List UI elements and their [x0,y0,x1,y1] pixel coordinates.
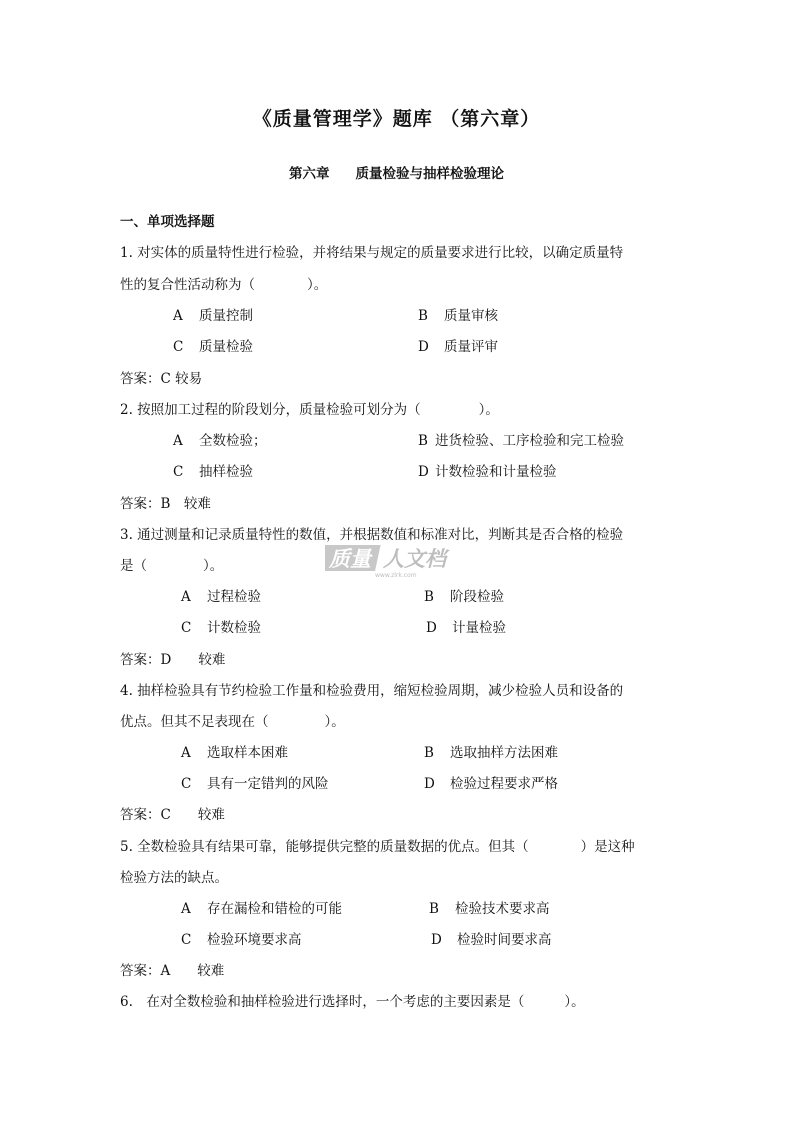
question-6-text: 6. 在对全数检验和抽样检验进行选择时，一个考虑的主要因素是（ [120,994,525,1010]
watermark-url: www.zlrk.com [375,572,417,579]
question-1-line-2 [120,276,327,294]
question-3-answer: 答案：D 较难 [120,652,226,668]
question-5-option-c: C 检验环境要求高 [181,932,302,948]
question-6-close: ）。 [564,994,585,1010]
question-5-line-2: 检验方法的缺点。 [120,870,228,886]
question-3-line-1: 3. 通过测量和记录质量特性的数值，并根据数值和标准对比，判断其是否合格的检验 [120,527,624,543]
question-1-option-d: D 质量评审 [418,339,498,355]
question-5-option-b: B 检验技术要求高 [429,901,550,917]
question-5-tail: ）是这种 [580,839,635,855]
question-1-line-1: 1. 对实体的质量特性进行检验，并将结果与规定的质量要求进行比较，以确定质量特 [120,245,624,261]
question-1-option-a: A 质量控制 [173,308,253,324]
question-2-option-b: B 进货检验、工序检验和完工检验 [418,433,624,449]
chapter-heading [0,162,793,182]
question-5-line-1 [120,838,635,856]
question-2-option-c: C 抽样检验 [173,464,253,480]
question-2-option-d: D 计数检验和计量检验 [418,464,557,480]
question-1-option-b: B 质量审核 [418,308,498,324]
question-3-text: 是（ [120,558,147,574]
question-3-option-b: B 阶段检验 [424,589,504,605]
watermark-text-part1: 质量 [329,547,371,571]
question-3-option-a: A 过程检验 [181,589,261,605]
question-2-close: ）。 [478,402,499,418]
question-4-answer: 答案：C 较难 [120,807,225,823]
section-heading: 一、单项选择题 [120,214,215,230]
chapter-label: 第六章 [289,166,330,182]
question-1-option-c: C 质量检验 [173,339,253,355]
question-4-close: ）。 [324,714,345,730]
question-4-line-1: 4. 抽样检验具有节约检验工作量和检验费用，缩短检验周期，减少检验人员和设备的 [120,683,624,699]
question-3-close: ）。 [203,558,224,574]
question-4-option-a: A 选取样本困难 [181,745,288,761]
question-4-line-2 [120,713,345,731]
chapter-name: 质量检验与抽样检验理论 [355,166,504,182]
watermark-logo [325,543,465,579]
question-3-option-c: C 计数检验 [181,620,261,636]
question-5-option-a: A 存在漏检和错检的可能 [181,901,342,917]
question-4-option-d: D 检验过程要求严格 [424,776,558,792]
question-6-line-1 [120,993,585,1011]
question-3-line-2 [120,557,223,575]
question-1-answer: 答案：C 较易 [120,371,203,387]
question-2-text: 2. 按照加工过程的阶段划分，质量检验可划分为（ [120,402,421,418]
watermark-text-part2: 人文档 [383,547,446,571]
question-5-text: 5. 全数检验具有结果可靠，能够提供完整的质量数据的优点。但其（ [120,839,529,855]
question-2-option-a: A 全数检验； [173,433,267,449]
question-2-line-1 [120,401,499,419]
question-4-text: 优点。但其不足表现在（ [120,714,269,730]
question-3-option-d: D 计量检验 [426,620,506,636]
question-4-option-c: C 具有一定错判的风险 [181,776,329,792]
page-title: 《质量管理学》题库 （第六章） [252,108,541,130]
question-1-text: 性的复合性活动称为（ [120,277,255,293]
question-5-answer: 答案：A 较难 [120,963,225,979]
question-2-answer: 答案：B 较难 [120,496,211,512]
question-4-option-b: B 选取抽样方法困难 [424,745,558,761]
question-5-option-d: D 检验时间要求高 [431,932,552,948]
question-1-close: ）。 [307,277,328,293]
